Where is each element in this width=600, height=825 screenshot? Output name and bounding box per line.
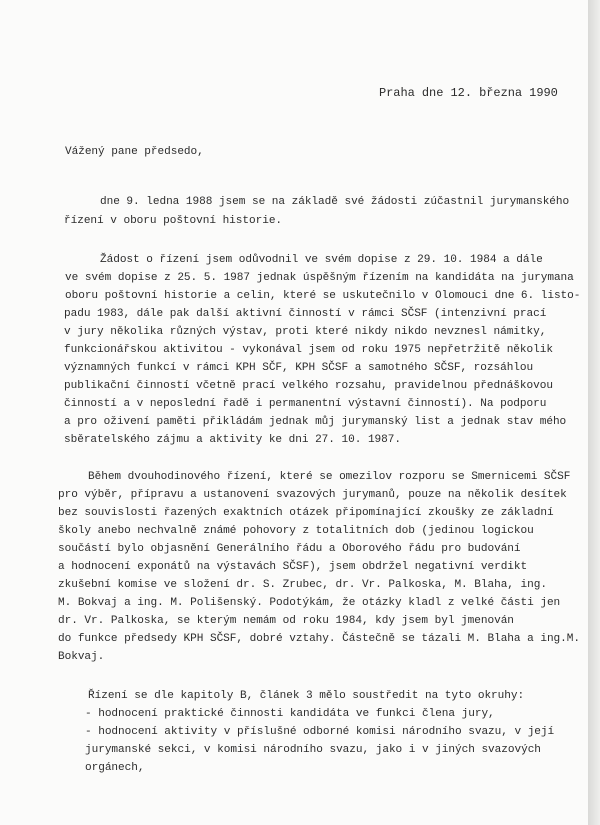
list-item-continuation: orgánech,	[85, 762, 145, 774]
paragraph-2-line: funkcionářskou aktivitou - vykonával jsem od roku 1975 nepřetržitě několik	[64, 344, 553, 356]
paragraph-3-line: Bokvaj.	[58, 651, 105, 663]
paragraph-2-line: činností a v neposlední řadě i permanentní výstavní činností). Na podporu	[64, 398, 547, 410]
paragraph-3-line: součástí bylo objasnění Generálního řádu a Oborového řádu pro budování	[58, 543, 521, 555]
page-edge	[588, 0, 600, 825]
paragraph-2-line: Žádost o řízení jsem odůvodnil ve svém dopise z 29. 10. 1984 a dále	[100, 254, 543, 266]
letter-date: Praha dne 12. března 1990	[379, 86, 558, 100]
list-item: - hodnocení praktické činnosti kandidáta ve funkci člena jury,	[85, 708, 495, 720]
paragraph-2-line: v jury několika různých výstav, proti které nikdy nikdo nevznesl námitky,	[64, 326, 547, 338]
paragraph-2-line: publikační činností včetně prací velkého rozsahu, pravidelnou přednáškovou	[64, 380, 553, 392]
paragraph-2-line: významných funkcí v rámci KPH SČF, KPH SČSF a samotného SČSF, rozsáhlou	[64, 362, 534, 374]
paragraph-3-line: bez souvislosti řazených exaktních otázek připomínající zkoušky ze základní	[58, 507, 554, 519]
paragraph-4-line: Řízení se dle kapitoly B, článek 3 mělo soustředit na tyto okruhy:	[88, 690, 525, 702]
paragraph-3-line: školy anebo nechvalně známé pohovory z totalitních dob (jedinou logickou	[58, 525, 534, 537]
paragraph-2-line: a pro oživení paměti přikládám jednak můj jurymanský list a jednak stav mého	[64, 416, 567, 428]
paragraph-1-line: dne 9. ledna 1988 jsem se na základě své žádosti zúčastnil jurymanského	[100, 196, 570, 208]
paragraph-2-line: sběratelského zájmu a aktivity ke dni 27. 10. 1987.	[64, 434, 401, 446]
paragraph-3-line: do funkce předsedy KPH SČSF, dobré vztahy. Částečně se tázali M. Blaha a ing.M.	[58, 633, 580, 645]
list-item-continuation: jurymanské sekci, v komisi národního svazu, jako i v jiných svazových	[85, 744, 541, 756]
paragraph-3-line: zkušební komise ve složení dr. S. Zrubec, dr. Vr. Palkoska, M. Blaha, ing.	[58, 579, 547, 591]
salutation: Vážený pane předsedo,	[65, 146, 204, 158]
list-item: - hodnocení aktivity v příslušné odborné komisi národního svazu, v její	[85, 726, 555, 738]
paragraph-2-line: padu 1983, dále pak další aktivní činností v rámci SČSF (intenzivní prací	[64, 308, 547, 320]
paragraph-2-line: oboru poštovní historie a celin, které se uskutečnilo v Olomouci dne 6. listo-	[65, 290, 581, 302]
paragraph-3-line: pro výběr, přípravu a ustanovení svazových jurymanů, pouze na několik desítek	[58, 489, 567, 501]
paragraph-1-line: řízení v oboru poštovní historie.	[64, 215, 283, 227]
paragraph-3-line: M. Bokvaj a ing. M. Polišenský. Podotýkám, že otázky kladl z velké části jen	[58, 597, 561, 609]
paragraph-2-line: ve svém dopise z 25. 5. 1987 jednak úspěšným řízením na kandidáta na jurymana	[65, 272, 574, 284]
paragraph-3-line: dr. Vr. Palkoska, se kterým nemám od roku 1984, kdy jsem byl jmenován	[58, 615, 514, 627]
paragraph-3-line: Během dvouhodinového řízení, které se omezilov rozporu se Smernicemi SČSF	[88, 471, 571, 483]
paragraph-3-line: a hodnocení exponátů na výstavách SČSF), jsem obdržel negativní verdikt	[58, 561, 528, 573]
